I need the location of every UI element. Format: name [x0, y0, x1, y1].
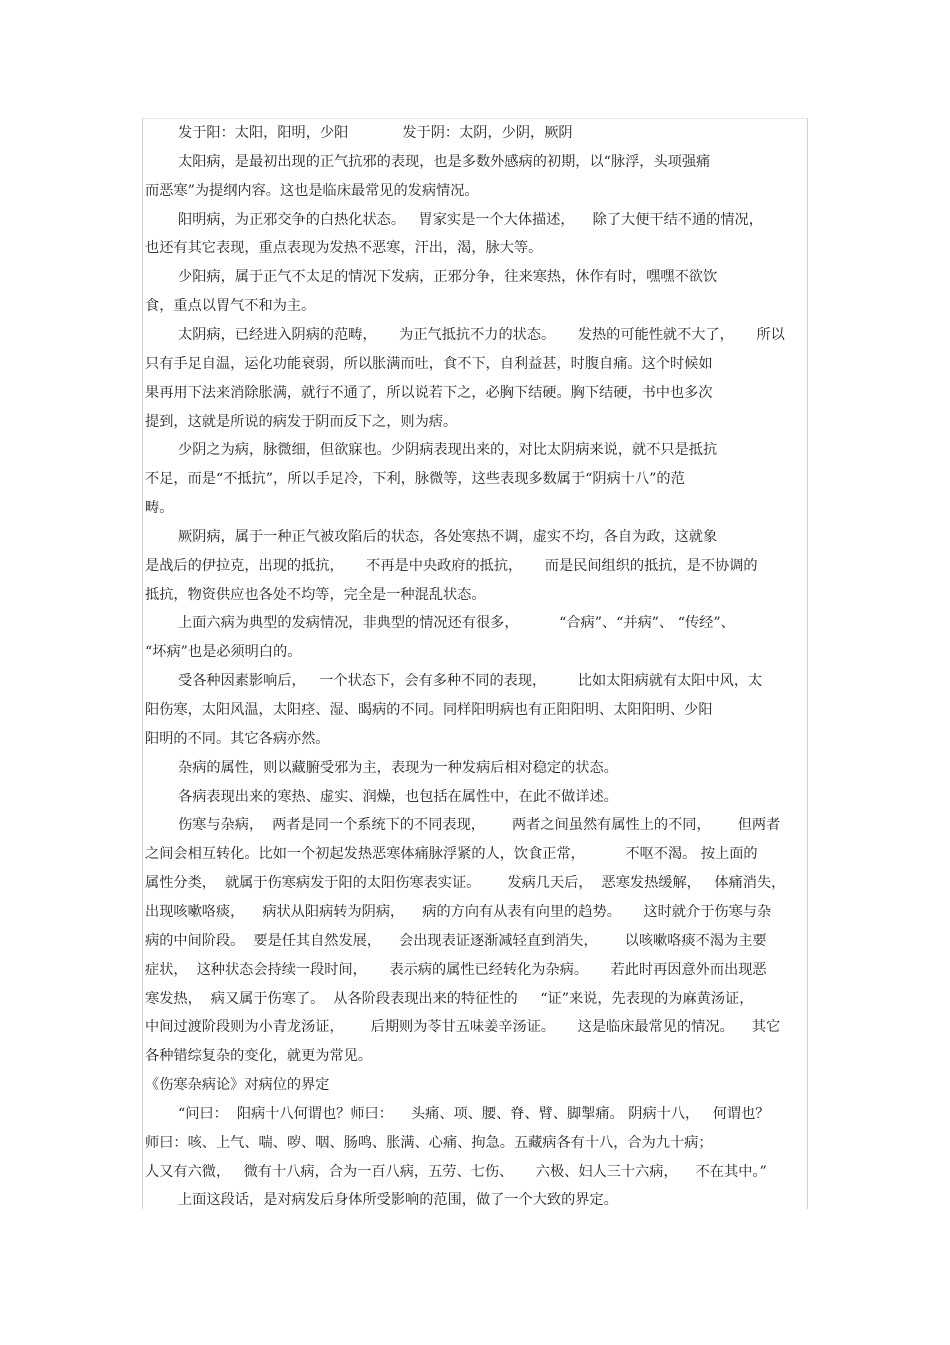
- paragraph-line: 师曰：咳、上气、喘、哕、咽、肠鸣、胀满、心痛、拘急。五藏病各有十八，合为九十病；: [145, 1134, 713, 1151]
- paragraph-line: 提到，这就是所说的病发于阴而反下之，则为痞。: [145, 413, 458, 430]
- paragraph-first-line: 各病表现出来的寒热、虚实、润燥，也包括在属性中，在此不做详述。: [178, 788, 618, 805]
- paragraph-first-line: 太阳病，是最初出现的正气抗邪的表现，也是多数外感病的初期，以“脉浮，头项强痛: [178, 153, 711, 170]
- paragraph-line: 症状， 这种状态会持续一段时间， 表示病的属性已经转化为杂病。 若此时再因意外而出现恶: [145, 961, 767, 978]
- paragraph-line: 不足，而是“不抵抗”，所以手足冷，下利，脉微等，这些表现多数属于“阴病十八”的范: [145, 471, 685, 488]
- paragraph-first-line: 少阴之为病，脉微细，但欲寐也。少阴病表现出来的，对比太阴病来说，就不只是抵抗: [178, 442, 718, 459]
- paragraph-line: 中间过渡阶段则为小青龙汤证， 后期则为苓甘五味姜辛汤证。 这是临床最常见的情况。 其它: [145, 1019, 781, 1036]
- paragraph-line: 出现咳嗽咯痰， 病状从阳病转为阴病， 病的方向有从表有向里的趋势。 这时就介于伤寒与杂: [145, 903, 772, 920]
- paragraph-line: 食，重点以胃气不和为主。: [145, 298, 316, 315]
- paragraph-line: 之间会相互转化。比如一个初起发热恶寒体痛脉浮紧的人，饮食正常， 不呕不渴。 按上面的: [145, 846, 758, 863]
- paragraph-first-line: 少阳病，属于正气不太足的情况下发病，正邪分争，往来寒热，休作有时，嘿嘿不欲饮: [178, 269, 718, 286]
- paragraph-first-line: 受各种因素影响后， 一个状态下，会有多种不同的表现， 比如太阳病就有太阳中风，太: [178, 673, 763, 690]
- paragraph-first-line: 伤寒与杂病， 两者是同一个系统下的不同表现， 两者之间虽然有属性上的不同， 但两者: [178, 817, 781, 834]
- paragraph-line: 人又有六微， 微有十八病，合为一百八病，五劳、七伤、 六极、妇人三十六病， 不在其中。”: [145, 1163, 767, 1180]
- paragraph-line: 果再用下法来消除胀满，就行不通了，所以说若下之，必胸下结硬。胸下结硬，书中也多次: [145, 384, 713, 401]
- paragraph-line: “坏病”也是必须明白的。: [145, 644, 302, 661]
- paragraph-line: 也还有其它表现，重点表现为发热不恶寒，汗出，渴，脉大等。: [145, 240, 543, 257]
- paragraph-first-line: 太阴病，已经进入阴病的范畴， 为正气抵抗不力的状态。 发热的可能性就不大了， 所以: [178, 326, 785, 343]
- paragraph-line: 畴。: [145, 500, 174, 517]
- paragraph-line: 阳伤寒，太阳风温，太阳痉、湿、暍病的不同。同样阳明病也有正阳阳明、太阳阳明、少阳: [145, 702, 713, 718]
- paragraph-line: 寒发热， 病又属于伤寒了。 从各阶段表现出来的特征性的 “证”来说，先表现的为麻黄汤证，: [145, 990, 754, 1007]
- paragraph-line: 是战后的伊拉克，出现的抵抗， 不再是中央政府的抵抗， 而是民间组织的抵抗，是不协调的: [145, 557, 758, 574]
- paragraph-first-line: 杂病的属性，则以藏腑受邪为主，表现为一种发病后相对稳定的状态。: [178, 759, 618, 776]
- paragraph-line: 而恶寒”为提纲内容。这也是临床最常见的发病情况。: [145, 182, 479, 199]
- paragraph-line: 抵抗，物资供应也各处不均等，完全是一种混乱状态。: [145, 586, 486, 603]
- paragraph-first-line: 阳明病，为正邪交争的白热化状态。 胃家实是一个大体描述， 除了大便干结不通的情况，: [178, 211, 763, 228]
- paragraph-line: 《伤寒杂病论》对病位的界定: [145, 1077, 330, 1094]
- paragraph-line: 属性分类， 就属于伤寒病发于阳的太阳伤寒表实证。 发病几天后， 恶寒发热缓解， 体痛消失，: [145, 875, 786, 892]
- paragraph-line: 病的中间阶段。 要是任其自然发展， 会出现表证逐渐减轻直到消失， 以咳嗽咯痰不渴为主要: [145, 932, 767, 949]
- paragraph-line: 各种错综复杂的变化，就更为常见。: [145, 1048, 373, 1065]
- paragraph-first-line: 发于阳：太阳，阳明，少阳 发于阴：太阴，少阴，厥阴: [178, 125, 573, 141]
- paragraph-line: 阳明的不同。其它各病亦然。: [145, 730, 330, 747]
- paragraph-first-line: 上面六病为典型的发病情况，非典型的情况还有很多， “合病”、“并病”、 “传经”、: [178, 615, 735, 632]
- paragraph-line: 只有手足自温，运化功能衰弱，所以胀满而吐，食不下，自利益甚，时腹自痛。这个时候如: [145, 355, 713, 372]
- paragraph-first-line: “问曰： 阳病十八何谓也？师曰： 头痛、项、腰、脊、臂、脚掣痛。 阴病十八， 何谓也？: [178, 1105, 770, 1122]
- paragraph-first-line: 上面这段话，是对病发后身体所受影响的范围，做了一个大致的界定。: [178, 1192, 618, 1209]
- paragraph-first-line: 厥阴病，属于一种正气被攻陷后的状态，各处寒热不调，虚实不均，各自为政，这就象: [178, 528, 718, 545]
